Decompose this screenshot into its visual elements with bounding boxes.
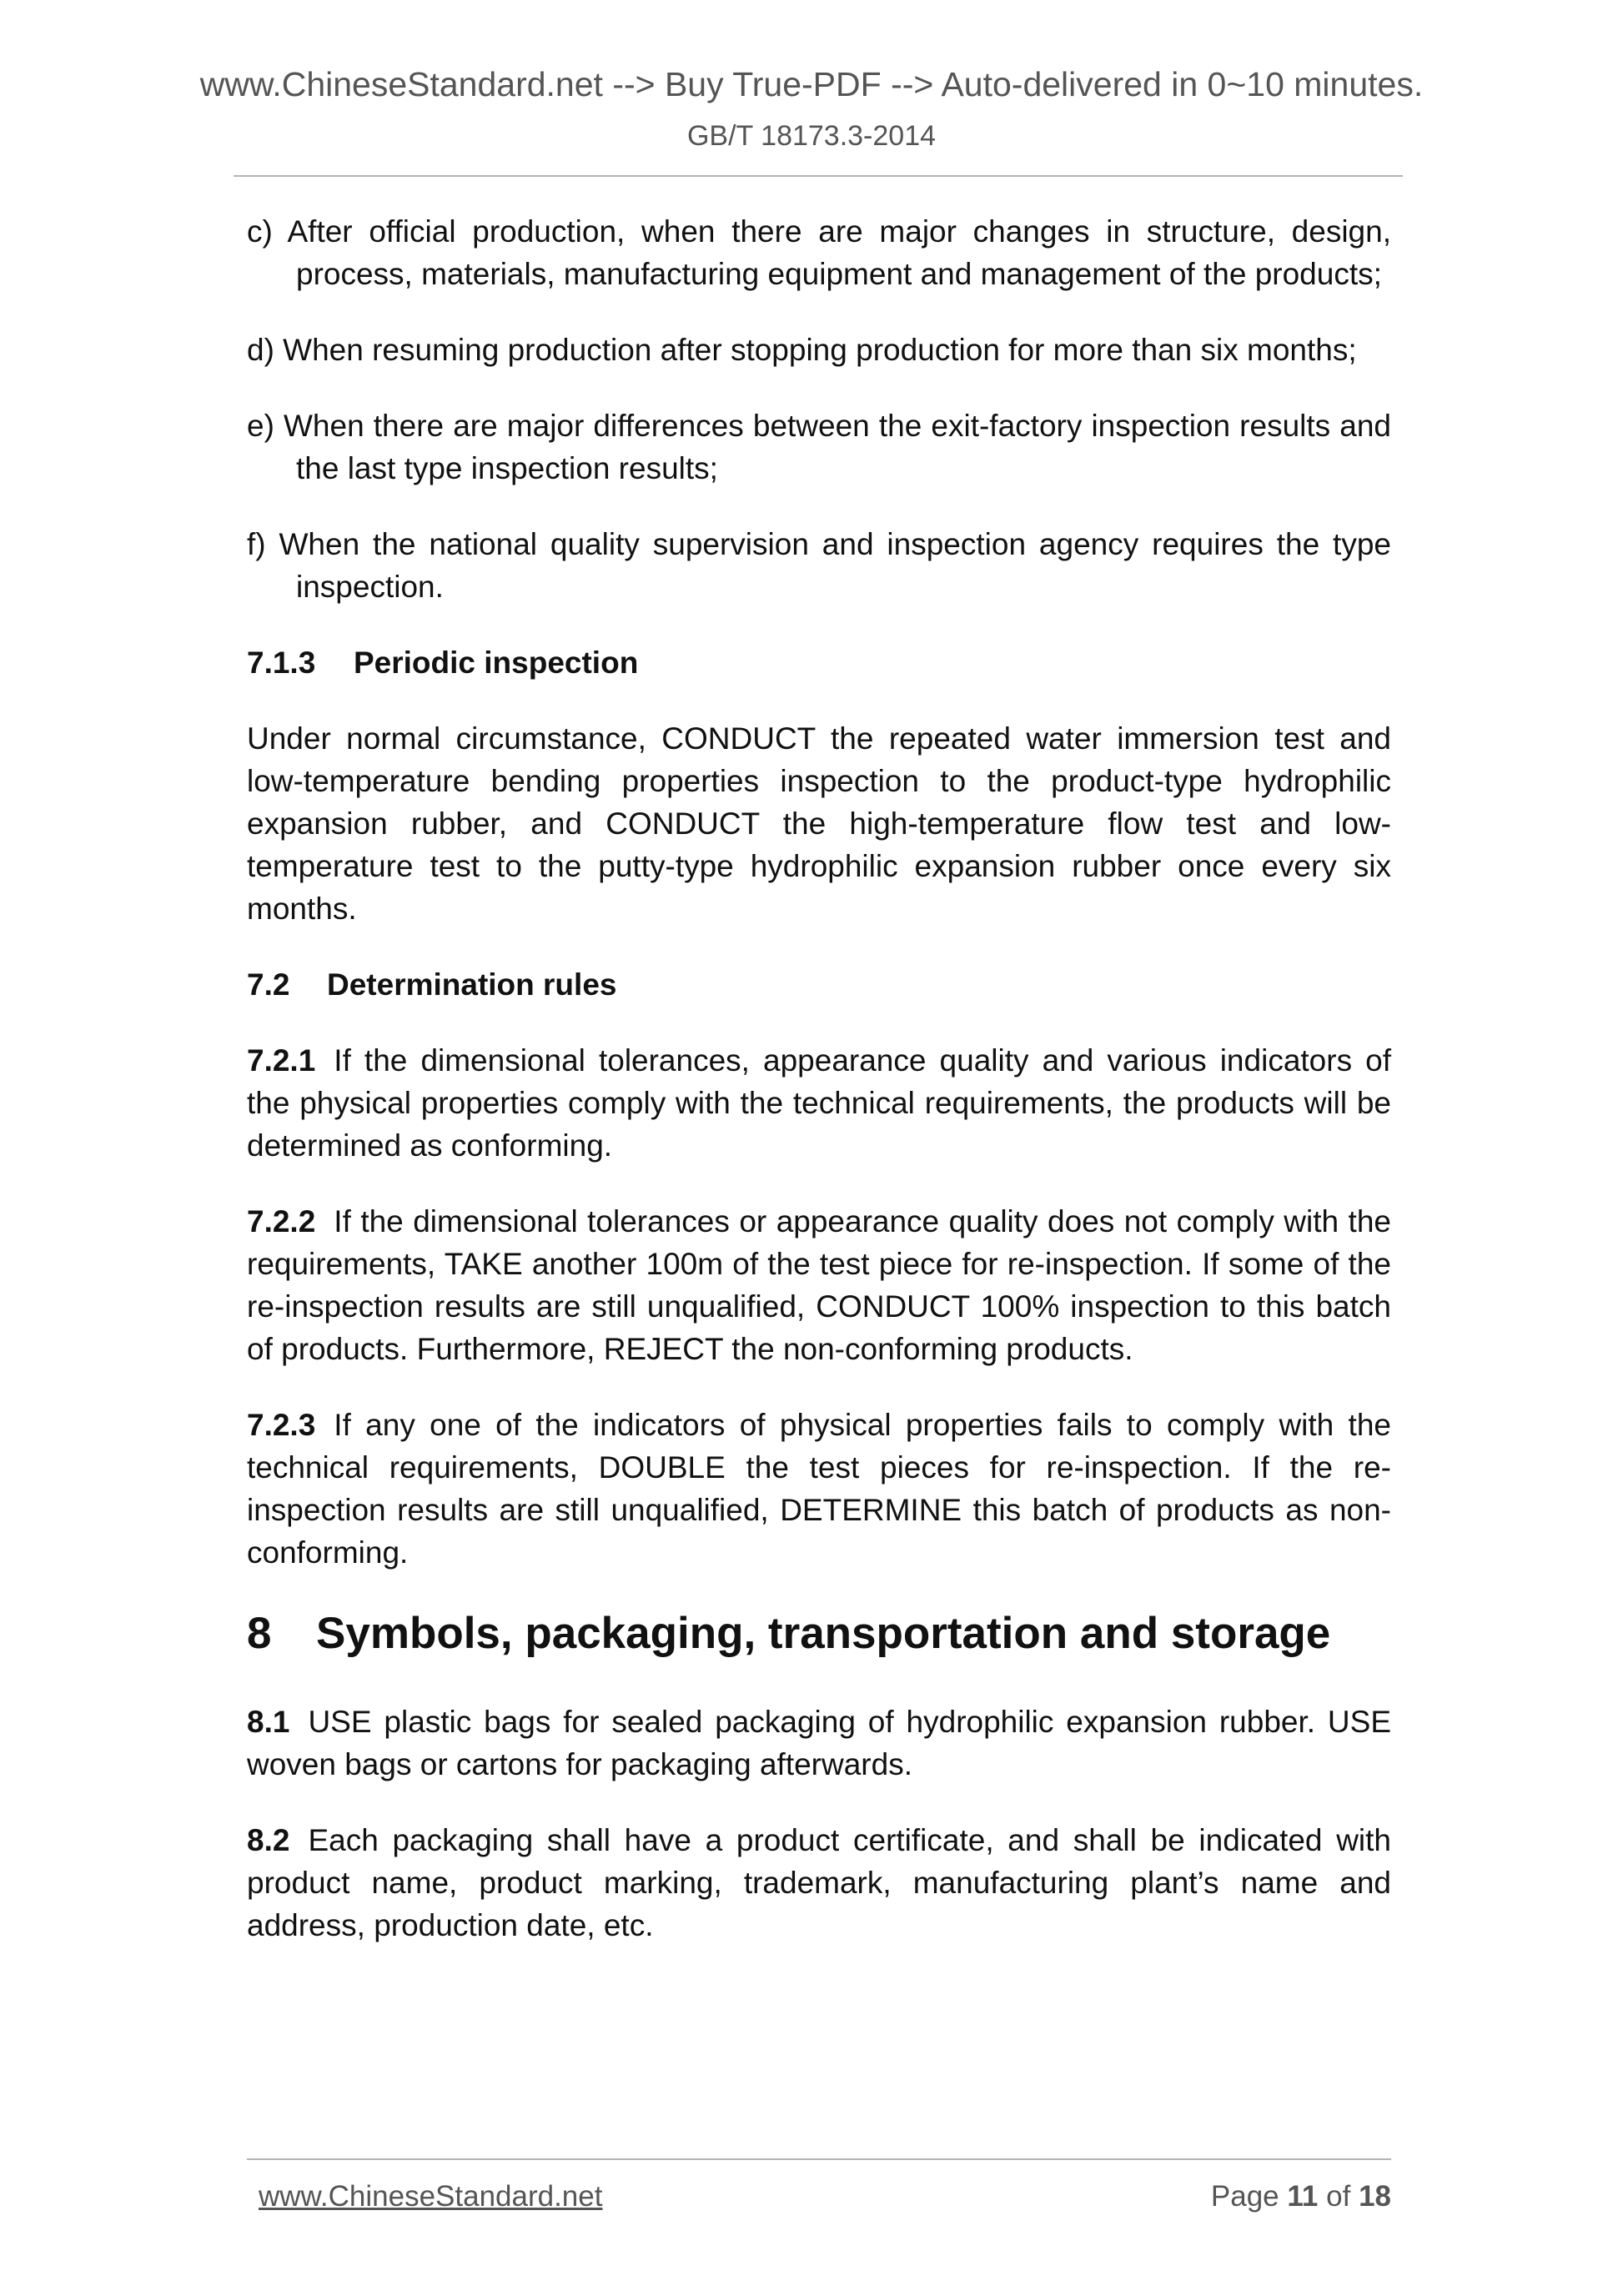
page-word: Page [1210, 2180, 1279, 2213]
clause-8-1 [247, 1701, 1391, 1786]
page-number: 11 [1287, 2180, 1319, 2213]
clause-text: Each packaging shall have a product certificate, and shall be indicated with product name, product marking, trademark, manufacturing plant’s name and address, production date, etc. [247, 1823, 1391, 1942]
header-divider [234, 175, 1403, 177]
clause-8-2 [247, 1819, 1391, 1947]
heading-number: 7.2 [247, 967, 290, 1002]
paragraph-7-1-3: Under normal circumstance, CONDUCT the repeated water immersion test and low-temperature bending properties inspection to the product-type hydrophilic expansion rubber, and CONDUCT the high-temperature flow test and low-temperature test to the putty-type hydrophilic expansion rubber once every six months. [247, 721, 1391, 926]
clause-text: If the dimensional tolerances, appearance quality and various indicators of the physical properties comply with the technical requirements, the products will be determined as conforming. [247, 1043, 1391, 1163]
clause-text: If the dimensional tolerances or appearance quality does not comply with the requirements, TAKE another 100m of the test piece for re-inspection. If some of the re-inspection results are still unqualified, CONDUCT 100% inspection to this batch of products. Furthermore, REJECT the non-conforming products. [247, 1204, 1391, 1366]
heading-title: Periodic inspection [354, 646, 639, 680]
clause-text: USE plastic bags for sealed packaging of hydrophilic expansion rubber. USE woven bags or cartons for packaging afterwards. [247, 1705, 1391, 1781]
clause-text: If any one of the indicators of physical properties fails to comply with the technical requirements, DOUBLE the test pieces for re-inspection. If the re-inspection results are still unqualified, DETERMINE this batch of products as non-conforming. [247, 1408, 1391, 1570]
page-indicator [1211, 2180, 1391, 2213]
clause-7-2-1 [247, 1039, 1391, 1167]
page-body [247, 210, 1391, 1980]
list-item-f: f) When the national quality supervision and inspection agency requires the type inspection. [247, 527, 1391, 604]
page-total: 18 [1359, 2180, 1391, 2213]
clause-number: 8.1 [247, 1705, 290, 1739]
clause-number: 7.2.1 [247, 1043, 316, 1078]
heading-8 [247, 1607, 1391, 1660]
clause-number: 7.2.2 [247, 1204, 316, 1238]
header-standard-number: GB/T 18173.3-2014 [686, 120, 937, 152]
heading-number: 7.1.3 [247, 646, 316, 680]
heading-7-2 [247, 963, 1391, 1006]
list-item-d: d) When resuming production after stopping production for more than six months; [247, 333, 1357, 367]
heading-7-1-3 [247, 641, 1391, 684]
clause-number: 8.2 [247, 1823, 290, 1857]
of-word: of [1326, 2180, 1351, 2213]
heading-number: 8 [247, 1609, 272, 1658]
list-item-e: e) When there are major differences between the exit-factory inspection results and the last type inspection results; [247, 409, 1391, 485]
clause-7-2-3 [247, 1404, 1391, 1574]
heading-title: Symbols, packaging, transportation and storage [316, 1609, 1331, 1658]
header-banner: www.ChineseStandard.net --> Buy True-PDF --> Auto-delivered in 0~10 minutes. [199, 65, 1424, 103]
clause-number: 7.2.3 [247, 1408, 316, 1442]
footer-website-link[interactable]: www.ChineseStandard.net [259, 2180, 603, 2213]
clause-7-2-2 [247, 1200, 1391, 1370]
heading-title: Determination rules [327, 967, 617, 1002]
footer-divider [247, 2158, 1391, 2160]
list-item-c: c) After official production, when there are major changes in structure, design, process, materials, manufacturing equipment and management of the products; [247, 214, 1391, 291]
